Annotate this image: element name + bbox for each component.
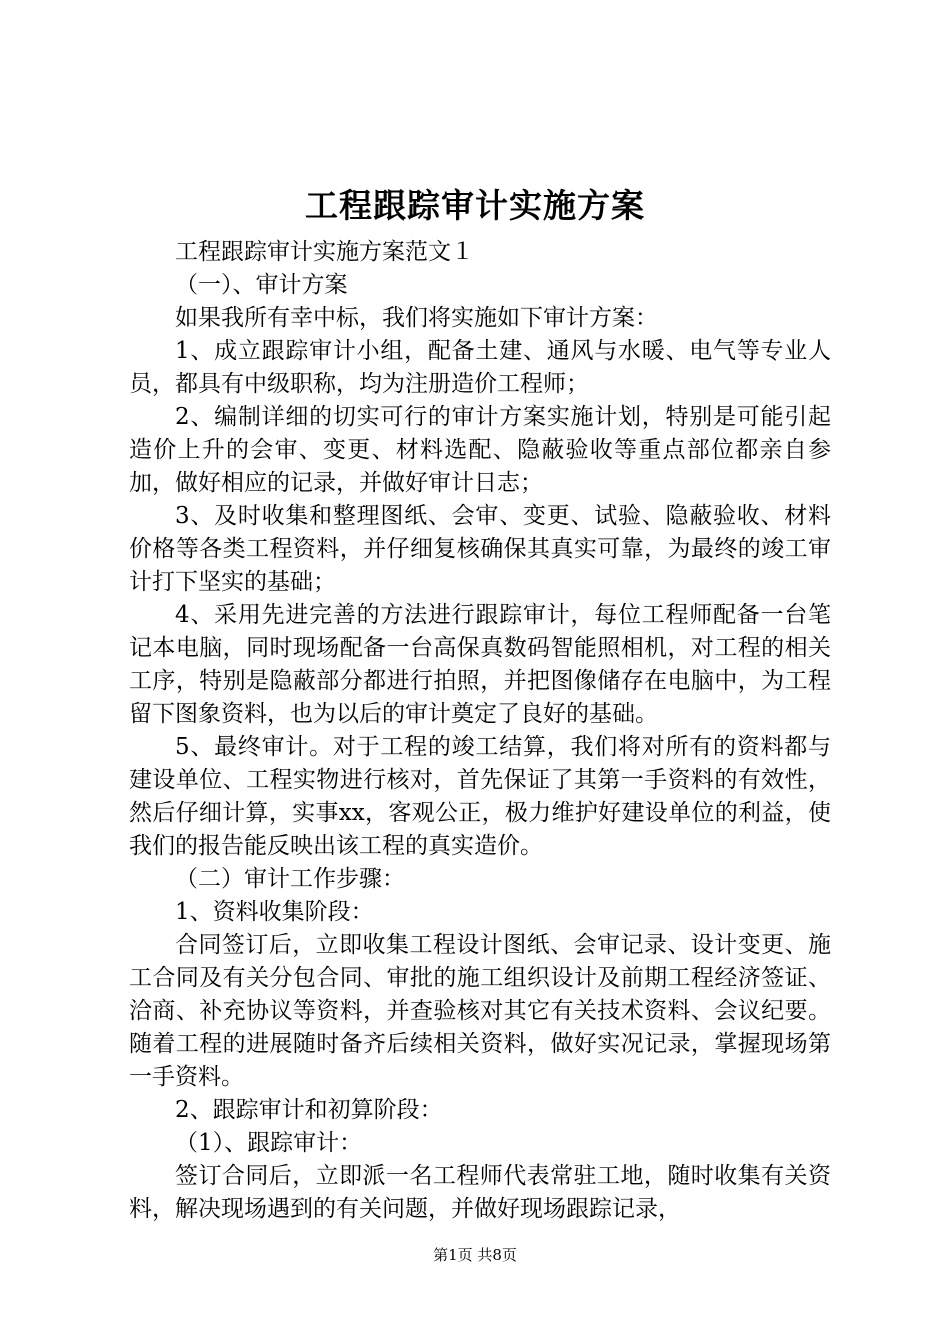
paragraph: 工程跟踪审计实施方案范文１ xyxy=(175,239,474,265)
paragraph: 2、编制详细的切实可行的审计方案实施计划，特别是可能引起造价上升的会审、变更、材料选配、隐蔽验收等重点部位都亲自参加，做好相应的记录，并做好审计日志； xyxy=(129,404,831,496)
paragraph: 如果我所有幸中标，我们将实施如下审计方案： xyxy=(175,305,658,331)
paragraph: 2、跟踪审计和初算阶段： xyxy=(175,1097,443,1123)
document-body xyxy=(129,236,831,1226)
paragraph: （1）、跟踪审计： xyxy=(175,1130,363,1156)
paragraph: （二）审计工作步骤： xyxy=(175,866,405,892)
paragraph: （一）、审计方案 xyxy=(175,272,348,298)
paragraph: 5、最终审计。对于工程的竣工结算，我们将对所有的资料都与建设单位、工程实物进行核对，首先保证了其第一手资料的有效性，然后仔细计算，实事xx，客观公正，极力维护好建设单位的利益，使我们的报告能反映出该工程的真实造价。 xyxy=(129,734,831,859)
page-footer: 第1页 共8页 xyxy=(433,1246,517,1264)
paragraph: 3、及时收集和整理图纸、会审、变更、试验、隐蔽验收、材料价格等各类工程资料，并仔细复核确保其真实可靠，为最终的竣工审计打下坚实的基础； xyxy=(129,503,831,595)
paragraph: 合同签订后，立即收集工程设计图纸、会审记录、设计变更、施工合同及有关分包合同、审批的施工组织设计及前期工程经济签证、洽商、补充协议等资料，并查验核对其它有关技术资料、会议纪要。随着工程的进展随时备齐后续相关资料，做好实况记录，掌握现场第一手资料。 xyxy=(129,932,831,1090)
paragraph: 4、采用先进完善的方法进行跟踪审计，每位工程师配备一台笔记本电脑，同时现场配备一台高保真数码智能照相机，对工程的相关工序，特别是隐蔽部分都进行拍照，并把图像储存在电脑中，为工程留下图象资料，也为以后的审计奠定了良好的基础。 xyxy=(129,602,831,727)
paragraph: 1、资料收集阶段： xyxy=(175,899,374,925)
paragraph: 签订合同后，立即派一名工程师代表常驻工地，随时收集有关资料，解决现场遇到的有关问题，并做好现场跟踪记录， xyxy=(129,1163,831,1222)
paragraph: 1、成立跟踪审计小组，配备土建、通风与水暖、电气等专业人员，都具有中级职称，均为注册造价工程师； xyxy=(129,338,831,397)
document-title: 工程跟踪审计实施方案 xyxy=(305,186,645,225)
